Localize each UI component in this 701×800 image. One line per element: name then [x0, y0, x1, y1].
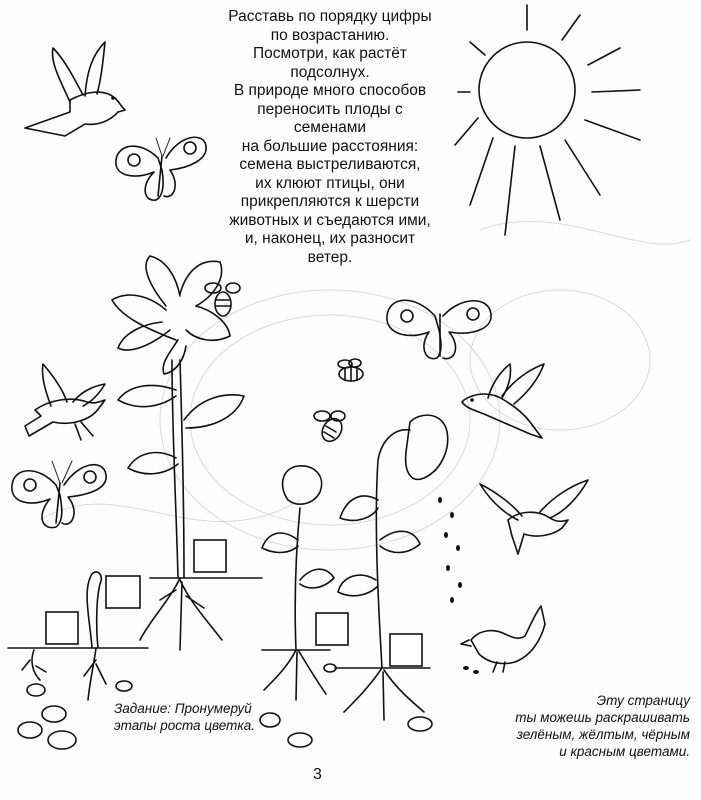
coloring-note [430, 692, 690, 760]
intro-line: подсолнух. [290, 63, 370, 81]
coloring-note-line: зелёным, жёлтым, чёрным [516, 727, 690, 742]
coloring-note-line: и красным цветами. [559, 744, 690, 759]
stage-number-box[interactable] [194, 540, 226, 572]
intro-line: В природе много способов [233, 82, 427, 99]
bird-icon [25, 364, 105, 440]
task-line: Задание: Пронумеруй [114, 701, 252, 716]
intro-line: Посмотри, как растёт [252, 45, 408, 62]
stage-number-box[interactable] [46, 612, 78, 644]
bee-icon [314, 411, 346, 445]
bee-icon [338, 359, 363, 381]
intro-line: семенами [293, 119, 367, 136]
intro-line: их клюют птицы, они [255, 174, 405, 192]
butterfly-icon [116, 137, 206, 200]
butterfly-icon [12, 461, 106, 528]
stage-number-box[interactable] [390, 634, 422, 666]
stage-number-box[interactable] [106, 576, 140, 608]
intro-line: семена выстреливаются, [239, 156, 421, 173]
intro-line: на большие расстояния: [241, 137, 419, 155]
intro-line: по возрастанию. [270, 26, 390, 44]
background-sketch [40, 221, 690, 550]
task-line: этапы роста цветка. [114, 718, 256, 733]
stage-number-box[interactable] [316, 613, 348, 645]
intro-line: переносить плоды с [257, 100, 403, 118]
intro-line: прикрепляются к шерсти [240, 193, 420, 210]
coloring-note-line: ты можешь раскрашивать [515, 710, 690, 725]
bird-icon [480, 480, 588, 554]
intro-text [200, 8, 460, 267]
page-number: 3 [313, 766, 322, 783]
sprout-stage [84, 572, 106, 700]
seed-stage [22, 650, 46, 696]
coloring-note-line: Эту страницу [596, 693, 690, 708]
seed-head-stage [338, 415, 479, 720]
task-instruction [114, 700, 314, 734]
intro-line: ветер. [307, 248, 353, 266]
intro-line: животных и съедаются ими, [229, 211, 431, 229]
intro-line: и, наконец, их разносит [244, 230, 416, 247]
sun-icon [455, 5, 640, 235]
bird-icon [25, 42, 125, 136]
intro-line: Расставь по порядку цифры [228, 8, 432, 25]
butterfly-icon [387, 300, 491, 358]
bird-icon [461, 606, 545, 672]
